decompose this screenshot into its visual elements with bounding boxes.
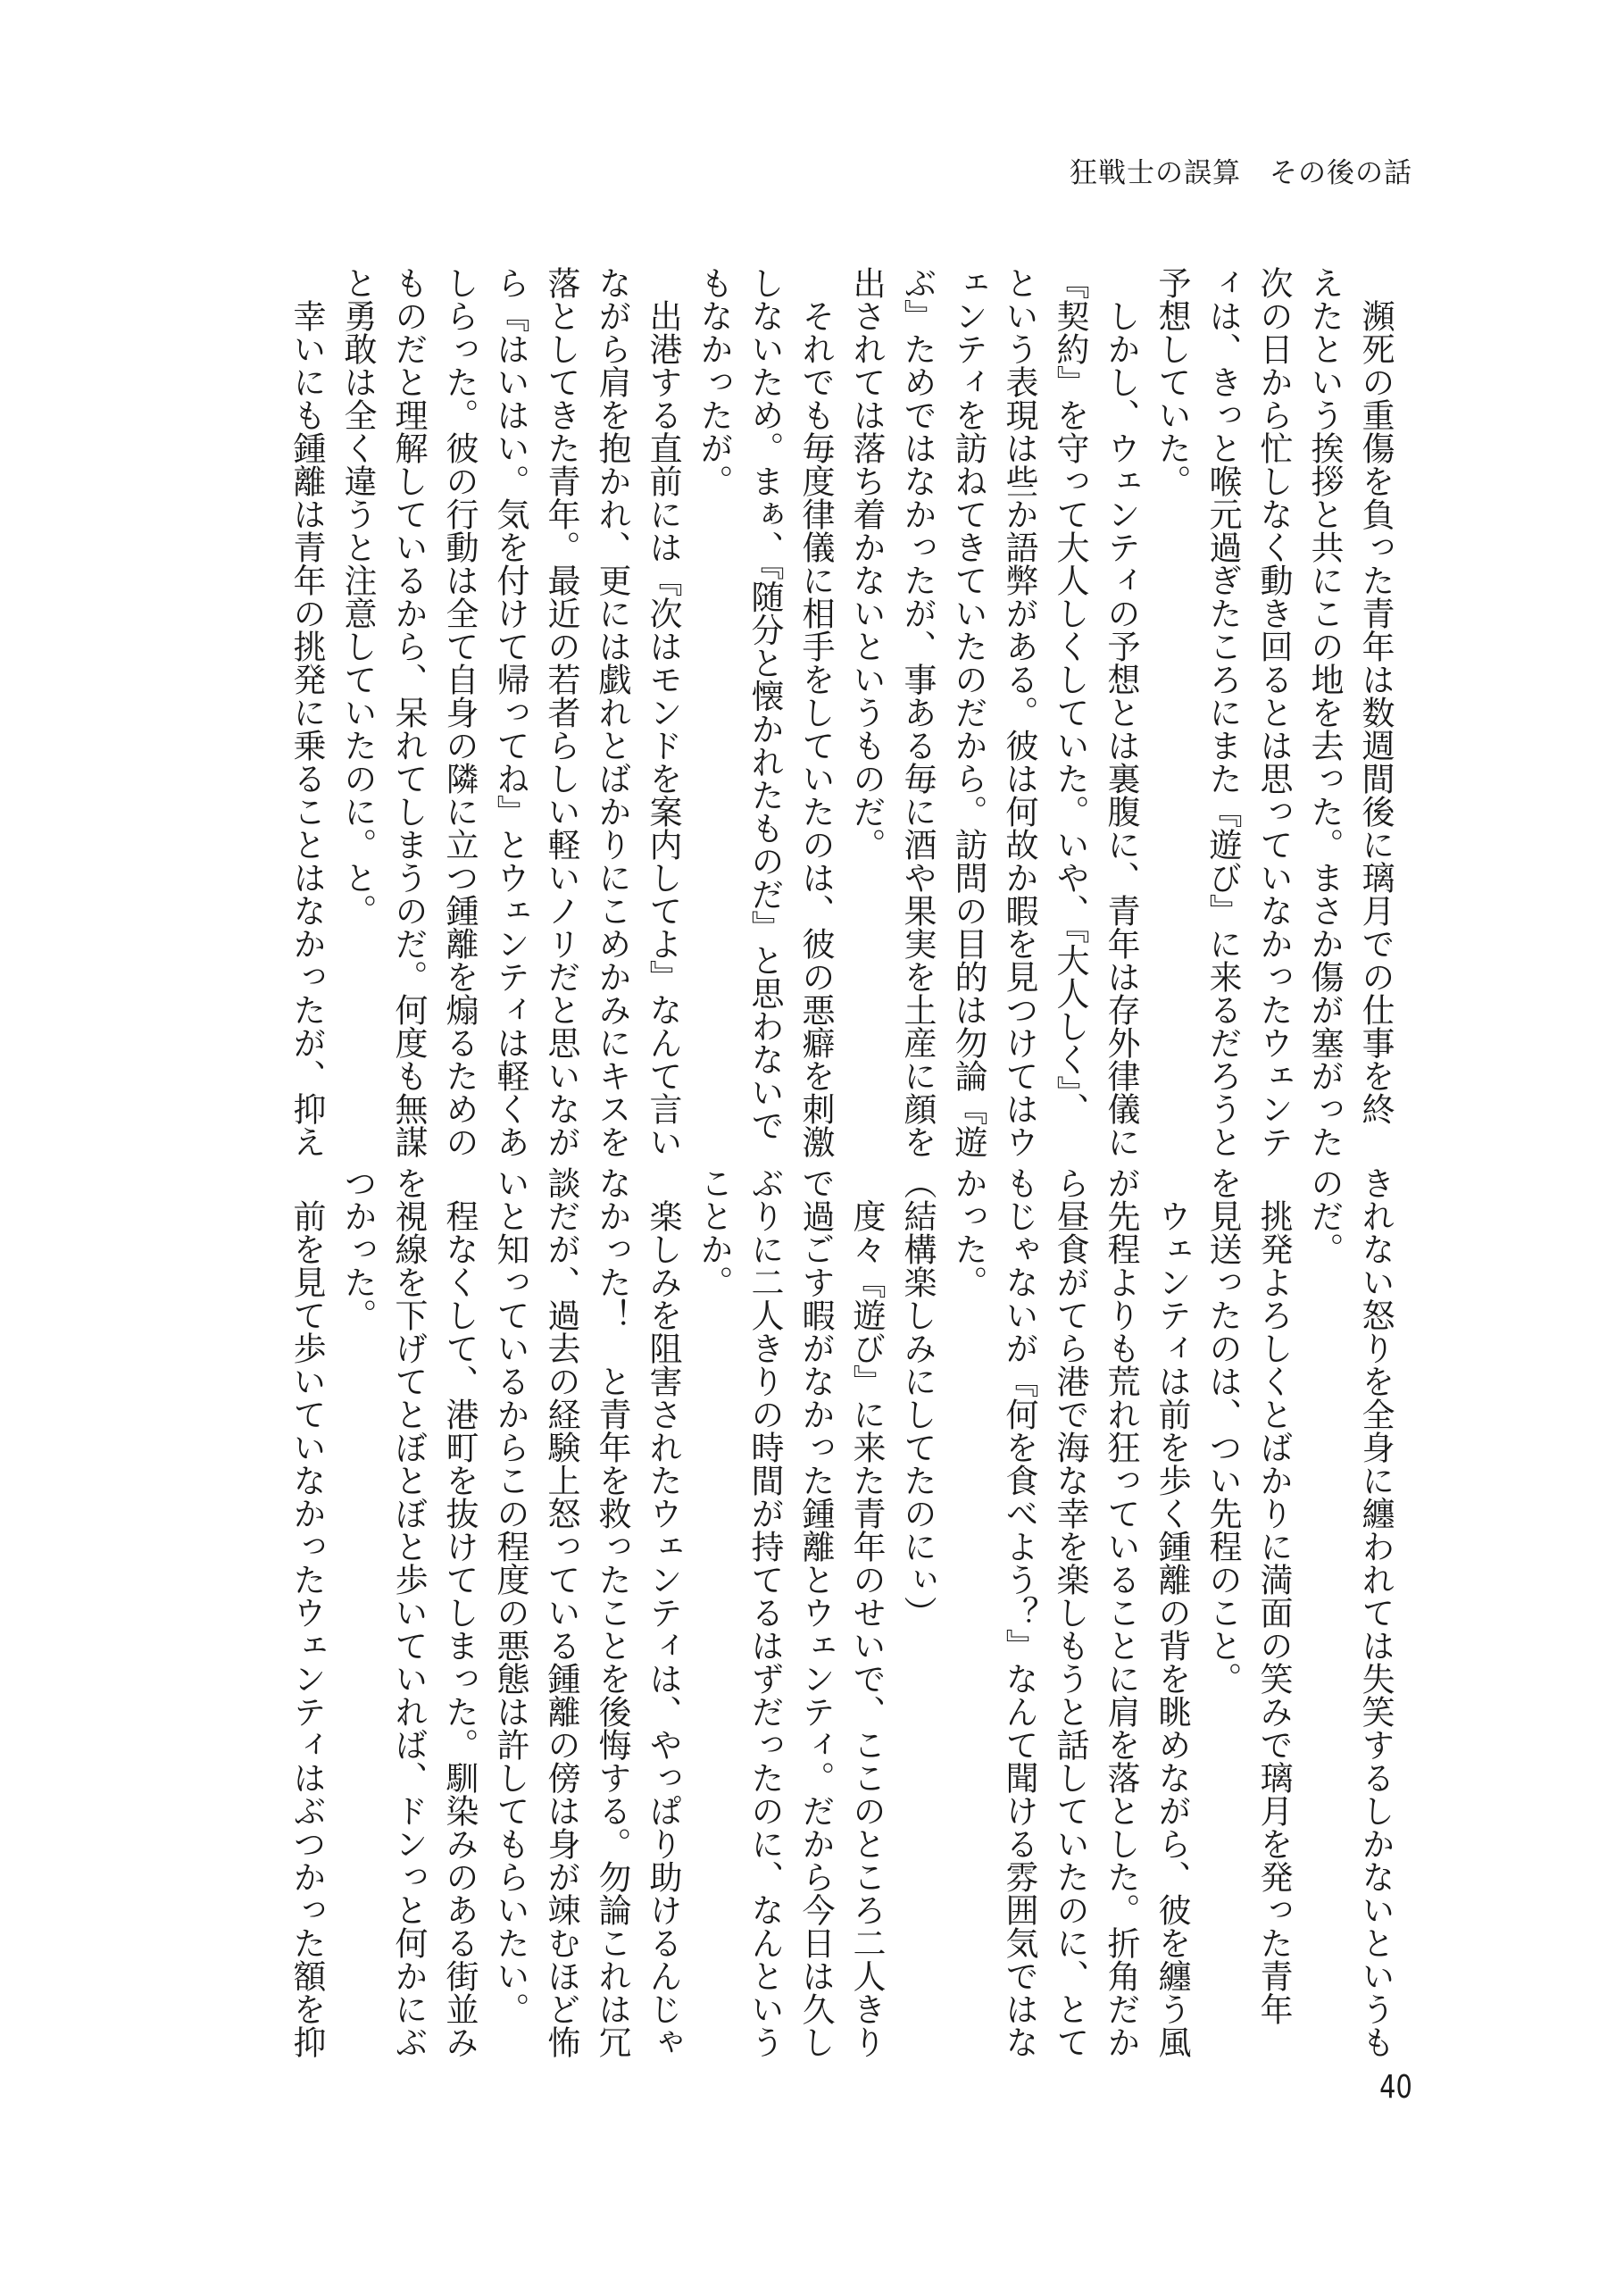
text-line: それでも毎度律儀に相手をしていたのは、彼の悪癖を刺激 xyxy=(796,266,835,1158)
text-line: 幸いにも鍾離は青年の挑発に乗ることはなかったが、抑え xyxy=(287,266,326,1158)
text-line: で過ごす暇がなかった鍾離とウェンティ。だから今日は久し xyxy=(796,1166,835,2058)
text-line: 出されては落ち着かないというものだ。 xyxy=(847,266,886,861)
text-line: 度々『遊び』に来た青年のせいで、ここのところ二人きり xyxy=(847,1166,886,2058)
text-line: を視線を下げてとぼとぼと歩いていれば、ドンっと何かにぶ xyxy=(389,1166,428,2058)
text-line: かった。 xyxy=(949,1166,987,1298)
text-line: もなかったが。 xyxy=(695,266,733,497)
text-line: 談だが、過去の経験上怒っている鍾離の傍は身が竦むほど怖 xyxy=(542,1166,580,2058)
text-line: ら昼食がてら港で海な幸を楽しもうと話していたのに、とて xyxy=(1051,1166,1089,2058)
page-number: 40 xyxy=(1379,2069,1412,2106)
text-line: ェンティを訪ねてきていたのだから。訪問の目的は勿論『遊 xyxy=(949,266,987,1158)
text-line: 次の日から忙しなく動き回るとは思っていなかったウェンテ xyxy=(1254,266,1293,1158)
text-line: ィは、きっと喉元過ぎたころにまた『遊び』に来るだろうと xyxy=(1203,266,1242,1158)
text-line: しらった。彼の行動は全て自身の隣に立つ鍾離を煽るための xyxy=(440,266,479,1158)
text-line: ものだと理解しているから、呆れてしまうのだ。何度も無謀 xyxy=(389,266,428,1158)
text-line: もじゃないが『何を食べよう？』なんて聞ける雰囲気ではな xyxy=(1000,1166,1038,2058)
text-line: ことか。 xyxy=(695,1166,733,1298)
text-line: という表現は些か語弊がある。彼は何故か暇を見つけてはウ xyxy=(1000,266,1038,1158)
running-title: 狂戦士の誤算 その後の話 xyxy=(1070,157,1412,189)
text-line: 前を見て歩いていなかったウェンティはぶつかった額を抑 xyxy=(287,1166,326,2058)
text-line: 出港する直前には『次はモンドを案内してよ』なんて言い xyxy=(644,266,682,1158)
text-line: ながら肩を抱かれ、更には戯れとばかりにこめかみにキスを xyxy=(593,266,631,1158)
text-line: のだ。 xyxy=(1305,1166,1344,1265)
text-line: 『契約』を守って大人しくしていた。いや、『大人しく』、 xyxy=(1051,266,1089,1125)
text-line: が先程よりも荒れ狂っていることに肩を落とした。折角だか xyxy=(1102,1166,1140,2058)
text-column-bottom xyxy=(204,1166,1401,2060)
text-line: ぶりに二人きりの時間が持てるはずだったのに、なんという xyxy=(745,1166,784,2058)
text-line: （結構楽しみにしてたのにぃ） xyxy=(898,1166,937,1629)
text-line: えたという挨拶と共にこの地を去った。まさか傷が塞がった xyxy=(1305,266,1344,1158)
text-line: いと知っているからこの程度の悪態は許してもらいたい。 xyxy=(491,1166,529,2025)
text-line: ぶ』ためではなかったが、事ある毎に酒や果実を土産に顔を xyxy=(898,266,937,1158)
text-line: つかった。 xyxy=(338,1166,377,1331)
text-line: 瀕死の重傷を負った青年は数週間後に璃月での仕事を終 xyxy=(1356,266,1395,1125)
text-line: 楽しみを阻害されたウェンティは、やっぱり助けるんじゃ xyxy=(644,1166,682,2058)
text-line: 挑発よろしくとばかりに満面の笑みで璃月を発った青年 xyxy=(1254,1166,1293,2025)
text-line: なかった！ と青年を救ったことを後悔する。勿論これは冗 xyxy=(593,1166,631,2058)
text-line: きれない怒りを全身に纏われては失笑するしかないというも xyxy=(1356,1166,1395,2058)
text-line: しないため。まぁ、『随分と懐かれたものだ』と思わないで xyxy=(745,266,784,1142)
text-line: ウェンティは前を歩く鍾離の背を眺めながら、彼を纏う風 xyxy=(1153,1166,1191,2058)
text-column-top xyxy=(204,266,1401,1160)
text-line: しかし、ウェンティの予想とは裏腹に、青年は存外律儀に xyxy=(1102,266,1140,1158)
text-line: 程なくして、港町を抜けてしまった。馴染みのある街並み xyxy=(440,1166,479,2058)
text-line: と勇敢は全く違うと注意していたのに。と。 xyxy=(338,266,377,927)
text-line: 落としてきた青年。最近の若者らしい軽いノリだと思いなが xyxy=(542,266,580,1158)
text-line: ら『はいはい。気を付けて帰ってね』とウェンティは軽くあ xyxy=(491,266,529,1158)
text-line: 予想していた。 xyxy=(1153,266,1191,497)
text-line: を見送ったのは、つい先程のこと。 xyxy=(1203,1166,1242,1695)
